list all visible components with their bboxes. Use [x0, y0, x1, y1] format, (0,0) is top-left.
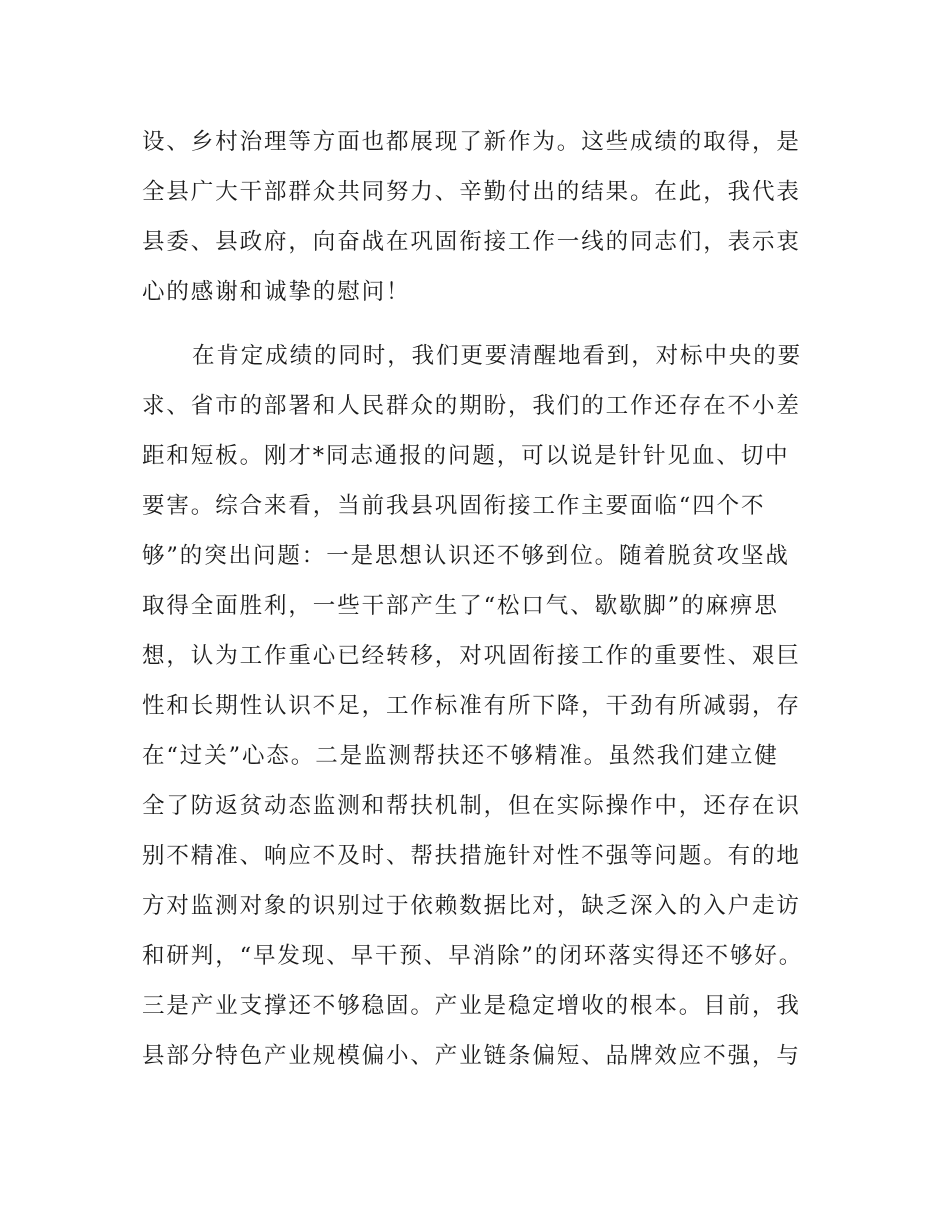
text-line: 全了防返贫动态监测和帮扶机制，但在实际操作中，还存在识 — [142, 793, 801, 819]
text-line: 设、乡村治理等方面也都展现了新作为。这些成绩的取得，是 — [142, 129, 801, 155]
text-line: 方对监测对象的识别过于依赖数据比对，缺乏深入的入户走访 — [142, 893, 801, 919]
text-line: 和研判，“早发现、早干预、早消除”的闭环落实得还不够好。 — [142, 943, 804, 969]
text-line: 县委、县政府，向奋战在巩固衔接工作一线的同志们，表示衷 — [142, 229, 801, 255]
text-line: 想，认为工作重心已经转移，对巩固衔接工作的重要性、艰巨 — [142, 643, 801, 669]
text-line: 取得全面胜利，一些干部产生了“松口气、歇歇脚”的麻痹思 — [142, 593, 779, 619]
text-line: 县部分特色产业规模偏小、产业链条偏短、品牌效应不强，与 — [142, 1043, 801, 1069]
text-line: 别不精准、响应不及时、帮扶措施针对性不强等问题。有的地 — [142, 843, 801, 869]
paragraph-first-line: 在肯定成绩的同时，我们更要清醒地看到，对标中央的要 — [192, 343, 803, 369]
text-line: 距和短板。刚才*同志通报的问题，可以说是针针见血、切中 — [142, 443, 790, 469]
text-line: 够”的突出问题：一是思想认识还不够到位。随着脱贫攻坚战 — [142, 543, 790, 569]
text-line: 在“过关”心态。二是监测帮扶还不够精准。虽然我们建立健 — [142, 743, 779, 769]
text-line: 全县广大干部群众共同努力、辛勤付出的结果。在此，我代表 — [142, 179, 801, 205]
text-line: 性和长期性认识不足，工作标准有所下降，干劲有所减弱，存 — [142, 693, 801, 719]
text-line: 三是产业支撑还不够稳固。产业是稳定增收的根本。目前，我 — [142, 993, 801, 1019]
text-line: 要害。综合来看，当前我县巩固衔接工作主要面临“四个不 — [142, 493, 766, 519]
text-line: 求、省市的部署和人民群众的期盼，我们的工作还存在不小差 — [142, 393, 801, 419]
text-line: 心的感谢和诚挚的慰问！ — [142, 279, 411, 305]
